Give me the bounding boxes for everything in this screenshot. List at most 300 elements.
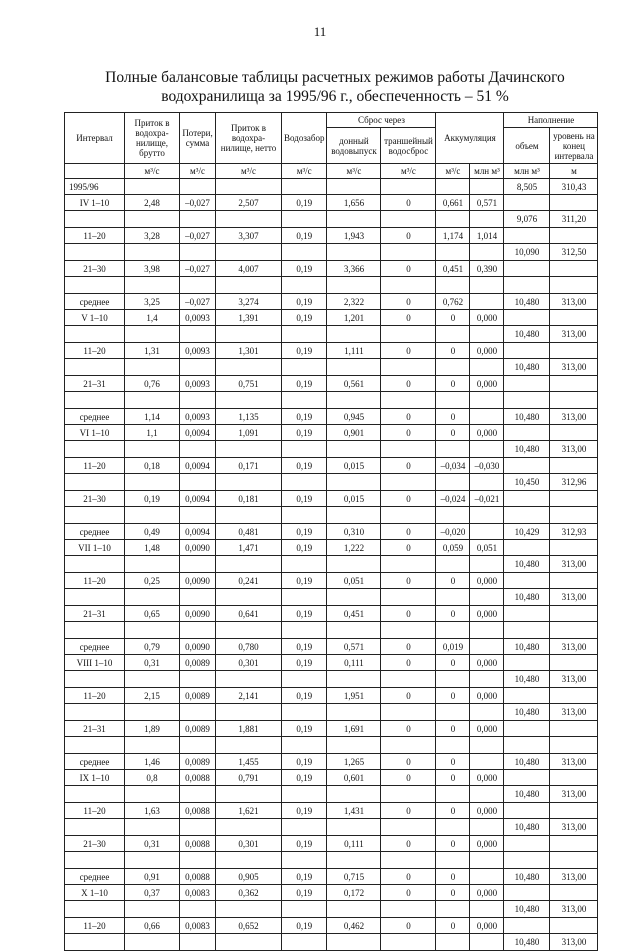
cell-losses: 0,0093: [180, 310, 216, 326]
cell-inflow-net: 0,652: [216, 918, 282, 934]
empty-cell: [470, 737, 504, 754]
empty-cell: [381, 934, 436, 951]
empty-cell: [327, 852, 381, 869]
cell-losses: 0,0093: [180, 409, 216, 425]
cell-interval: X 1–10: [65, 885, 125, 901]
empty-cell: [125, 359, 180, 376]
cell-bottom-outlet: 0,172: [327, 885, 381, 901]
empty-cell: [470, 474, 504, 491]
cell-losses: 0,0093: [180, 343, 216, 359]
empty-cell: [327, 244, 381, 261]
empty-cell: [65, 704, 125, 721]
cell-volume: [504, 540, 550, 556]
empty-cell: [381, 441, 436, 458]
empty-cell: [65, 622, 125, 639]
empty-cell: [470, 671, 504, 688]
cell-intake: 0,19: [282, 540, 327, 556]
unit-level: м: [550, 164, 598, 179]
cell-accum-mln: –0,030: [470, 458, 504, 474]
cell-losses: 0,0090: [180, 573, 216, 589]
cell-accum-mln: 0,051: [470, 540, 504, 556]
cell-losses: 0,0088: [180, 770, 216, 786]
cell-interval: 21–30: [65, 491, 125, 507]
empty-cell: [470, 934, 504, 951]
empty-cell: [470, 622, 504, 639]
empty-cell: [125, 704, 180, 721]
table-row: [65, 294, 598, 310]
cell-level: [550, 277, 598, 294]
cell-accum-mln: [470, 869, 504, 885]
cell-interval: VIII 1–10: [65, 655, 125, 671]
empty-cell: [327, 392, 381, 409]
empty-cell: [381, 326, 436, 343]
cell-accum-mln: [470, 754, 504, 770]
empty-cell: [65, 934, 125, 951]
table-row: [65, 458, 598, 474]
empty-cell: [125, 556, 180, 573]
empty-cell: [282, 556, 327, 573]
cell-volume: [504, 573, 550, 589]
balance-table: [64, 112, 598, 951]
filling-row: [65, 852, 598, 869]
cell-level: [550, 770, 598, 786]
unit-inflow-net: м³/с: [216, 164, 282, 179]
cell-bottom-outlet: 0,901: [327, 425, 381, 441]
unit-intake: м³/с: [282, 164, 327, 179]
empty-cell: [282, 704, 327, 721]
cell-level: [550, 540, 598, 556]
filling-row: [65, 901, 598, 918]
empty-cell: [381, 671, 436, 688]
cell-inflow-net: 0,791: [216, 770, 282, 786]
cell-volume: [504, 737, 550, 754]
header-filling: Наполнение: [504, 113, 598, 128]
cell-level: 313,00: [550, 409, 598, 425]
empty-cell: [216, 671, 282, 688]
cell-spillway: 0: [381, 836, 436, 852]
cell-interval: 11–20: [65, 458, 125, 474]
empty-cell: [125, 326, 180, 343]
empty-cell: [216, 589, 282, 606]
cell-level: [550, 737, 598, 754]
cell-losses: 0,0090: [180, 606, 216, 622]
cell-accum-m3s: 0: [436, 869, 470, 885]
cell-accum-m3s: 0: [436, 885, 470, 901]
table-row: [65, 409, 598, 425]
unit-bottom-outlet: м³/с: [327, 164, 381, 179]
cell-inflow-gross: 0,19: [125, 491, 180, 507]
header-level: уровень на конец интервала: [550, 128, 598, 164]
unit-accum-m3s: м³/с: [436, 164, 470, 179]
empty-cell: [125, 819, 180, 836]
cell-intake: 0,19: [282, 606, 327, 622]
cell-accum-mln: 0,000: [470, 721, 504, 737]
filling-row: [65, 934, 598, 951]
cell-level: 313,00: [550, 639, 598, 655]
empty-cell: [180, 277, 216, 294]
empty-cell: [327, 737, 381, 754]
filling-row: [65, 507, 598, 524]
empty-cell: [282, 589, 327, 606]
cell-bottom-outlet: 0,451: [327, 606, 381, 622]
empty-cell: [180, 737, 216, 754]
cell-interval: среднее: [65, 754, 125, 770]
empty-cell: [381, 901, 436, 918]
cell-level: [550, 803, 598, 819]
cell-interval: 21–31: [65, 606, 125, 622]
empty-cell: [470, 326, 504, 343]
cell-level: 313,00: [550, 589, 598, 606]
cell-level: [550, 425, 598, 441]
cell-interval: VI 1–10: [65, 425, 125, 441]
cell-volume: [504, 491, 550, 507]
empty-cell: [216, 441, 282, 458]
filling-row: [65, 704, 598, 721]
cell-level: [550, 507, 598, 524]
filling-row: [65, 589, 598, 606]
cell-inflow-gross: 1,63: [125, 803, 180, 819]
cell-bottom-outlet: 1,951: [327, 688, 381, 704]
cell-accum-mln: 0,000: [470, 770, 504, 786]
empty-cell: [436, 441, 470, 458]
table-row: [65, 540, 598, 556]
empty-cell: [436, 852, 470, 869]
cell-accum-mln: 0,571: [470, 195, 504, 211]
header-inflow-gross: Приток в водохра-нилище, брутто: [125, 113, 180, 164]
cell-volume: [504, 261, 550, 277]
title-line-2: водохранилища за 1995/96 г., обеспеченность – 51 %: [161, 88, 509, 105]
cell-volume: [504, 918, 550, 934]
cell-intake: 0,19: [282, 524, 327, 540]
cell-accum-mln: 1,014: [470, 228, 504, 244]
cell-spillway: 0: [381, 540, 436, 556]
empty-cell: [180, 819, 216, 836]
empty-cell: [436, 819, 470, 836]
table-row: [65, 655, 598, 671]
cell-spillway: 0: [381, 885, 436, 901]
cell-accum-m3s: 0: [436, 425, 470, 441]
cell-level: [550, 343, 598, 359]
filling-row: [65, 359, 598, 376]
cell-level: [550, 261, 598, 277]
empty-cell: [65, 359, 125, 376]
cell-inflow-gross: 0,31: [125, 655, 180, 671]
cell-accum-mln: 0,000: [470, 918, 504, 934]
empty-cell: [381, 507, 436, 524]
cell-losses: 0,0089: [180, 721, 216, 737]
cell-intake: 0,19: [282, 639, 327, 655]
empty-cell: [180, 326, 216, 343]
empty-cell: [436, 326, 470, 343]
empty-cell: [125, 671, 180, 688]
cell-level: 313,00: [550, 556, 598, 573]
cell-spillway: 0: [381, 918, 436, 934]
empty-cell: [282, 737, 327, 754]
cell-volume: [504, 425, 550, 441]
cell-interval: среднее: [65, 409, 125, 425]
empty-cell: [327, 622, 381, 639]
cell-interval: 11–20: [65, 343, 125, 359]
empty-cell: [327, 901, 381, 918]
cell-volume: 10,480: [504, 819, 550, 836]
empty-cell: [125, 622, 180, 639]
table-row: [65, 688, 598, 704]
table-row: [65, 770, 598, 786]
cell-level: [550, 195, 598, 211]
header-interval: Интервал: [65, 113, 125, 164]
cell-inflow-gross: 0,76: [125, 376, 180, 392]
table-row: [65, 195, 598, 211]
table-row: [65, 885, 598, 901]
empty-cell: [65, 244, 125, 261]
unit-volume: млн м³: [504, 164, 550, 179]
empty-cell: [436, 901, 470, 918]
cell-volume: 10,429: [504, 524, 550, 540]
cell-interval: IX 1–10: [65, 770, 125, 786]
empty-cell: [282, 819, 327, 836]
empty-cell: [436, 211, 470, 228]
title-line-1: Полные балансовые таблицы расчетных режимов работы Дачинского: [105, 69, 565, 86]
cell-inflow-net: 0,362: [216, 885, 282, 901]
cell-spillway: 0: [381, 655, 436, 671]
table-row: [65, 869, 598, 885]
cell-volume: 10,090: [504, 244, 550, 261]
header-intake: Водозабор: [282, 113, 327, 164]
cell-bottom-outlet: 1,656: [327, 195, 381, 211]
cell-inflow-gross: 1,14: [125, 409, 180, 425]
cell-volume: 10,480: [504, 589, 550, 606]
unit-losses: м³/с: [180, 164, 216, 179]
empty-cell: [125, 392, 180, 409]
header-inflow-net: Приток в водохра-нилище, нетто: [216, 113, 282, 164]
cell-inflow-net: 1,471: [216, 540, 282, 556]
cell-losses: –0,027: [180, 228, 216, 244]
empty-cell: [65, 277, 125, 294]
cell-volume: 10,480: [504, 869, 550, 885]
empty-cell: [65, 326, 125, 343]
cell-intake: 0,19: [282, 195, 327, 211]
cell-spillway: 0: [381, 770, 436, 786]
cell-accum-m3s: 0: [436, 721, 470, 737]
cell-volume: [504, 688, 550, 704]
empty-cell: [327, 819, 381, 836]
cell-accum-m3s: 0,019: [436, 639, 470, 655]
empty-cell: [327, 211, 381, 228]
empty-cell: [216, 556, 282, 573]
empty-cell: [282, 441, 327, 458]
empty-cell: [436, 622, 470, 639]
cell-volume: 10,480: [504, 556, 550, 573]
empty-cell: [125, 852, 180, 869]
cell-volume: 10,450: [504, 474, 550, 491]
cell-volume: [504, 277, 550, 294]
cell-losses: 0,0088: [180, 803, 216, 819]
cell-volume: [504, 803, 550, 819]
empty-cell: [436, 556, 470, 573]
cell-bottom-outlet: 0,051: [327, 573, 381, 589]
cell-level: 312,96: [550, 474, 598, 491]
cell-volume: 10,480: [504, 409, 550, 425]
cell-bottom-outlet: 0,571: [327, 639, 381, 655]
empty-cell: [436, 359, 470, 376]
cell-losses: –0,027: [180, 294, 216, 310]
filling-row: [65, 441, 598, 458]
cell-intake: 0,19: [282, 655, 327, 671]
year-label: 1995/96: [65, 179, 125, 195]
cell-accum-m3s: 0,762: [436, 294, 470, 310]
cell-intake: 0,19: [282, 869, 327, 885]
empty-cell: [282, 852, 327, 869]
cell-level: 313,00: [550, 704, 598, 721]
cell-bottom-outlet: 3,366: [327, 261, 381, 277]
cell-level: 311,20: [550, 211, 598, 228]
empty-cell: [282, 244, 327, 261]
cell-intake: 0,19: [282, 573, 327, 589]
cell-intake: 0,19: [282, 409, 327, 425]
cell-inflow-net: 0,905: [216, 869, 282, 885]
cell-inflow-net: 2,141: [216, 688, 282, 704]
cell-bottom-outlet: 1,222: [327, 540, 381, 556]
empty-cell: [282, 934, 327, 951]
cell-intake: 0,19: [282, 918, 327, 934]
empty-cell: [65, 901, 125, 918]
page-number: 11: [313, 24, 327, 39]
empty-cell: [381, 819, 436, 836]
table-row: [65, 573, 598, 589]
empty-cell: [436, 671, 470, 688]
cell-accum-m3s: 0: [436, 754, 470, 770]
cell-accum-mln: 0,000: [470, 573, 504, 589]
cell-inflow-net: 0,301: [216, 655, 282, 671]
cell-level: 313,00: [550, 819, 598, 836]
cell-accum-mln: [470, 409, 504, 425]
empty-cell: [216, 852, 282, 869]
empty-cell: [470, 556, 504, 573]
cell-level: [550, 392, 598, 409]
cell-inflow-gross: 3,98: [125, 261, 180, 277]
empty-cell: [180, 852, 216, 869]
cell-inflow-gross: 3,25: [125, 294, 180, 310]
empty-cell: [216, 326, 282, 343]
table-row: [65, 606, 598, 622]
cell-accum-mln: 0,000: [470, 803, 504, 819]
cell-intake: 0,19: [282, 228, 327, 244]
cell-volume: [504, 195, 550, 211]
header-discharge-through: Сброс через: [327, 113, 436, 128]
cell-intake: 0,19: [282, 491, 327, 507]
empty-cell: [470, 901, 504, 918]
empty-cell: [470, 507, 504, 524]
empty-cell: [470, 359, 504, 376]
cell-spillway: 0: [381, 425, 436, 441]
cell-bottom-outlet: 0,015: [327, 458, 381, 474]
table-row: [65, 918, 598, 934]
table-row: [65, 425, 598, 441]
cell-accum-m3s: 0: [436, 803, 470, 819]
filling-row: [65, 622, 598, 639]
cell-inflow-gross: 0,31: [125, 836, 180, 852]
empty-cell: [180, 901, 216, 918]
empty-cell: [180, 244, 216, 261]
empty-cell: [470, 277, 504, 294]
empty-cell: [282, 326, 327, 343]
cell-volume: [504, 721, 550, 737]
cell-inflow-gross: 1,48: [125, 540, 180, 556]
cell-inflow-net: 4,007: [216, 261, 282, 277]
cell-level: [550, 228, 598, 244]
cell-spillway: 0: [381, 688, 436, 704]
empty-cell: [180, 441, 216, 458]
cell-inflow-net: 3,274: [216, 294, 282, 310]
empty-cell: [125, 474, 180, 491]
cell-accum-m3s: 0,661: [436, 195, 470, 211]
empty-cell: [282, 671, 327, 688]
empty-cell: [327, 934, 381, 951]
empty-cell: [381, 474, 436, 491]
cell-interval: 11–20: [65, 803, 125, 819]
cell-accum-mln: 0,000: [470, 688, 504, 704]
cell-interval: среднее: [65, 639, 125, 655]
cell-spillway: 0: [381, 491, 436, 507]
table-row: [65, 228, 598, 244]
cell-accum-m3s: –0,020: [436, 524, 470, 540]
cell-inflow-gross: 0,18: [125, 458, 180, 474]
cell-inflow-net: 0,780: [216, 639, 282, 655]
cell-inflow-net: 1,091: [216, 425, 282, 441]
empty-cell: [327, 671, 381, 688]
cell-accum-mln: [470, 294, 504, 310]
cell-spillway: 0: [381, 409, 436, 425]
table-row: [65, 836, 598, 852]
cell-accum-m3s: 0: [436, 310, 470, 326]
cell-volume: [504, 343, 550, 359]
cell-intake: 0,19: [282, 294, 327, 310]
cell-losses: 0,0090: [180, 639, 216, 655]
cell-inflow-net: 0,751: [216, 376, 282, 392]
empty-cell: [282, 392, 327, 409]
cell-inflow-net: 1,301: [216, 343, 282, 359]
empty-cell: [381, 556, 436, 573]
empty-cell: [436, 589, 470, 606]
cell-bottom-outlet: 0,561: [327, 376, 381, 392]
cell-spillway: 0: [381, 310, 436, 326]
table-row: [65, 754, 598, 770]
cell-bottom-outlet: 0,111: [327, 836, 381, 852]
filling-row: [65, 786, 598, 803]
cell-inflow-gross: 1,1: [125, 425, 180, 441]
cell-volume: [504, 310, 550, 326]
empty-cell: [180, 622, 216, 639]
filling-row: [65, 474, 598, 491]
cell-intake: 0,19: [282, 376, 327, 392]
cell-accum-mln: 0,000: [470, 655, 504, 671]
cell-interval: 21–30: [65, 836, 125, 852]
cell-losses: 0,0094: [180, 524, 216, 540]
cell-losses: –0,027: [180, 261, 216, 277]
cell-spillway: 0: [381, 376, 436, 392]
cell-losses: 0,0083: [180, 885, 216, 901]
cell-inflow-net: 3,307: [216, 228, 282, 244]
cell-bottom-outlet: 0,111: [327, 655, 381, 671]
empty-cell: [381, 704, 436, 721]
empty-cell: [216, 474, 282, 491]
cell-level: [550, 573, 598, 589]
empty-cell: [65, 737, 125, 754]
empty-cell: [180, 211, 216, 228]
empty-cell: [436, 277, 470, 294]
cell-inflow-gross: 1,46: [125, 754, 180, 770]
empty-cell: [470, 819, 504, 836]
